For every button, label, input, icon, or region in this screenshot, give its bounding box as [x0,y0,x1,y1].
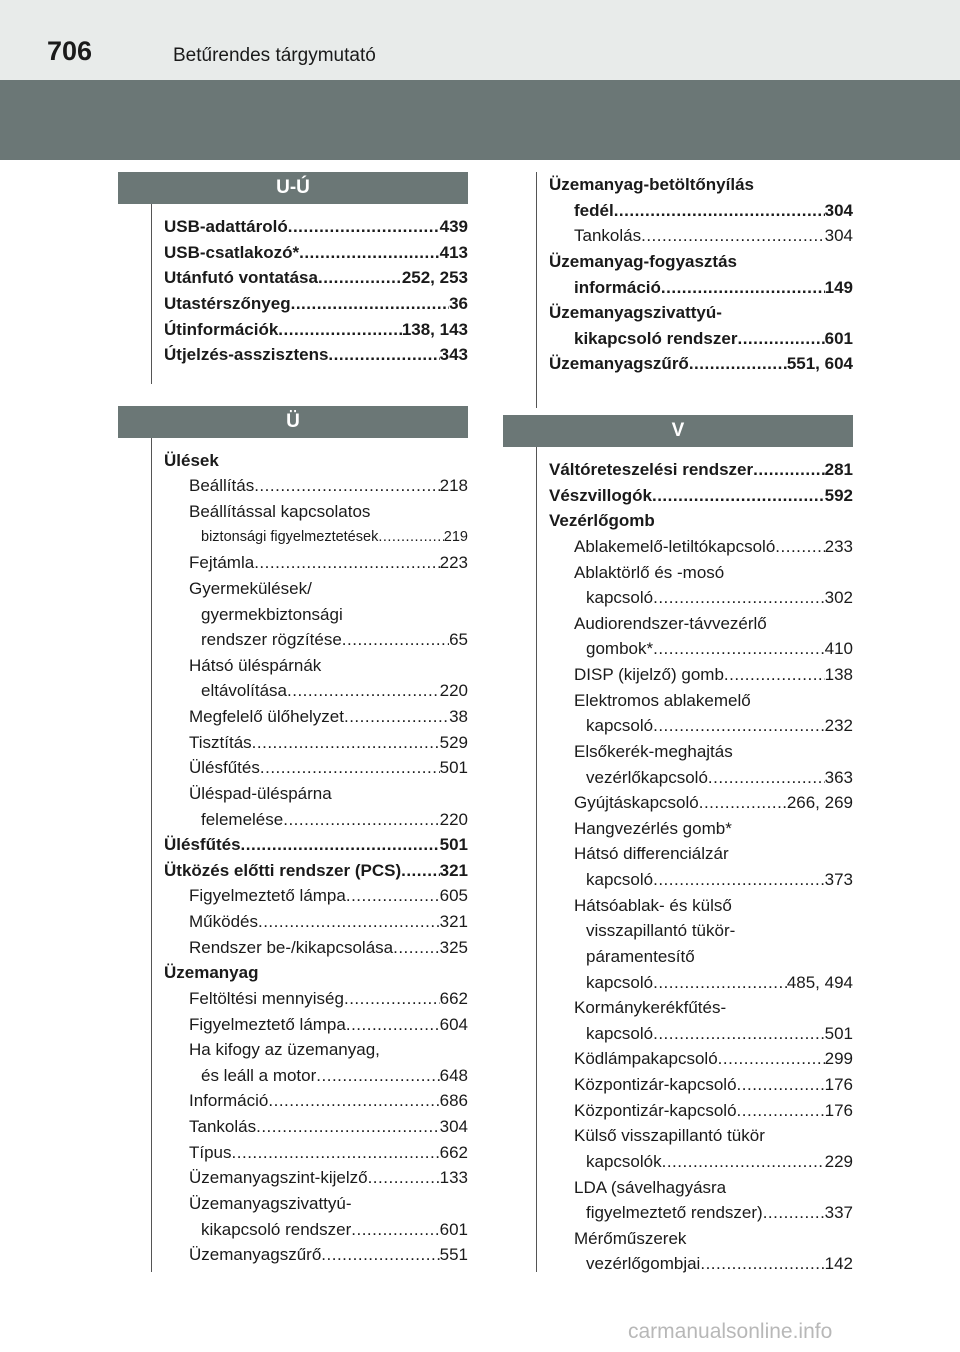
index-entry [164,960,468,986]
index-entry [549,1175,853,1201]
index-entry-page: 252, 253 [401,268,468,288]
index-entry [164,704,468,730]
dot-leader [661,275,825,301]
index-entry-text: és leáll a motor [201,1065,317,1085]
index-entry-text: Hangvezérlés gomb* [574,818,732,838]
index-entry [164,1191,468,1217]
dot-leader [351,1217,439,1243]
index-entry-text: USB-csatlakozó* [164,242,300,262]
index-entry-text: Ablaktörlő és -mosó [574,562,725,582]
index-entry [549,995,853,1021]
index-entry-page: 304 [824,200,853,220]
index-entry [164,832,468,858]
dot-leader [318,265,402,291]
index-entry-page: 223 [439,553,468,573]
index-entry-page: 133 [439,1168,468,1188]
section-heading: V [503,415,853,447]
index-entry-text: Információ [189,1091,269,1111]
index-entry-text: kapcsoló [586,588,654,608]
dot-leader [268,1088,439,1114]
dot-leader [763,1200,825,1226]
index-entry-text: Tankolás [189,1117,257,1136]
index-entry [549,893,853,919]
index-entry-text: Tisztítás [189,732,252,752]
dot-leader [299,240,440,266]
index-entry-page: 648 [439,1065,468,1085]
dot-leader [378,525,443,551]
index-entry-text: Ülések [164,450,219,470]
index-entry-page: 551 [439,1245,468,1265]
index-entry-page: 501 [439,835,468,855]
dot-leader [344,704,449,730]
index-entry-text: Üléspad-üléspárna [189,783,332,803]
index-entry [164,730,468,756]
index-entry-page: 551, 604 [786,354,853,374]
index-entry-page: 281 [824,460,853,479]
index-entry-text: Ülésfűtés [164,835,241,855]
dot-leader [718,1046,825,1072]
dot-leader [653,1021,825,1047]
index-entry [164,602,468,628]
index-entry-text: Központizár-kapcsoló [574,1100,737,1120]
index-entry-list [118,448,468,1268]
index-entry-text: vezérlőkapcsoló [586,767,708,787]
dot-leader [737,1072,825,1098]
index-entry [549,585,853,611]
index-entry [164,1140,468,1166]
page-title: Betűrendes tárgymutató [173,45,376,66]
index-entry [549,1098,853,1124]
index-entry-page: 220 [439,809,468,829]
index-entry [549,172,853,198]
index-entry-list [503,457,853,1277]
index-entry-text: információ [574,277,661,297]
index-entry-text: visszapillantó tükör- [586,921,736,941]
index-entry-text: Üzemanyagszivattyú- [189,1193,352,1213]
index-entry-text: Tankolás [574,226,642,246]
index-entry [164,627,468,653]
index-entry-text: rendszer rögzítése [201,630,342,650]
index-entry-text: vezérlőgombjai [586,1254,701,1274]
index-entry-text: gombok* [586,639,654,659]
index-entry-text: Hátsó differenciálzár [574,844,729,864]
index-entry-page: 410 [824,639,853,659]
section-gap [118,368,468,406]
index-entry [549,1226,853,1252]
index-entry [164,1242,468,1268]
index-entry-text: DISP (kijelző) gomb [574,665,724,684]
index-entry-page: 138, 143 [401,319,468,339]
dot-leader [653,585,825,611]
page-number: 706 [47,36,93,66]
index-entry [549,275,853,301]
index-entry [164,1217,468,1243]
section-heading: U-Ú [118,172,468,204]
index-entry-page: 604 [439,1014,468,1034]
index-entry-text: Hátsó üléspárnák [189,655,322,675]
index-entry [164,1114,468,1140]
index-entry [164,265,468,291]
index-entry-text: Utastérszőnyeg [164,293,291,313]
index-entry-text: Figyelmeztető lámpa [189,886,346,906]
index-entry-text: Fejtámla [189,553,255,573]
index-entry [164,755,468,781]
index-entry-page: 232 [824,716,853,736]
index-entry [549,249,853,275]
index-entry-page: 299 [824,1049,853,1069]
index-entry-text: Ködlámpakapcsoló [574,1049,718,1069]
index-entry-text: Üzemanyagszűrő [549,354,689,374]
dot-leader [346,1012,440,1038]
index-entry-page: 266, 269 [786,793,853,813]
index-entry-text: Beállítással kapcsolatos [189,502,371,521]
index-entry [549,841,853,867]
index-entry [164,525,468,551]
dot-leader [291,291,449,317]
index-entry-text: Váltóreteszelési rendszer [549,460,754,479]
index-entry [549,944,853,970]
index-entry-text: gyermekbiztonsági [201,604,343,624]
dot-leader [393,935,440,961]
watermark: carmanualsonline.info [628,1320,833,1343]
index-entry [164,1063,468,1089]
index-entry-text: Vezérlőgomb [549,511,655,531]
dot-leader [653,867,825,893]
dot-leader [401,858,440,884]
page-header-band [0,0,960,80]
dot-leader [700,1251,824,1277]
index-entry [164,883,468,909]
index-entry-page: 36 [449,293,468,313]
index-entry-page: 337 [824,1203,853,1223]
index-entry [549,713,853,739]
index-entry-text: Útjelzés-asszisztens [164,345,329,365]
dot-leader [283,807,439,833]
index-entry-text: kikapcsoló rendszer [574,328,738,348]
index-entry [549,1072,853,1098]
dot-leader [653,970,787,996]
index-entry-list [503,172,853,377]
dot-leader [316,1063,439,1089]
index-entry-text: Megfelelő ülőhelyzet [189,707,344,726]
dot-leader [689,351,787,377]
index-entry-text: Ha kifogy az üzemanyag, [189,1040,380,1060]
dot-leader [254,550,439,576]
index-entry-text: Működés [189,912,258,931]
index-entry-page: 601 [439,1219,468,1239]
index-entry-page: 138 [824,665,853,684]
index-entry-page: 219 [443,528,468,545]
index-entry-page: 501 [439,758,468,778]
index-entry [164,1165,468,1191]
index-column-left [118,172,468,1268]
index-entry-text: USB-adattároló [164,217,288,236]
index-entry-page: 485, 494 [786,972,853,992]
index-entry [549,1200,853,1226]
index-entry-text: Gyújtáskapcsoló [574,793,699,813]
dot-leader [278,317,402,343]
index-entry-text: Audiorendszer-távvezérlő [574,613,767,633]
index-entry-text: kikapcsoló rendszer [201,1219,352,1239]
index-entry [549,970,853,996]
index-entry-text: kapcsolók [586,1151,662,1171]
dot-leader [288,214,440,240]
index-entry-text: fedél [574,200,614,220]
dot-leader [258,909,440,935]
index-entry [549,534,853,560]
section-gap [503,377,853,415]
index-entry [549,688,853,714]
index-entry-text: Mérőműszerek [574,1228,687,1248]
dot-leader [737,326,824,352]
index-entry [549,918,853,944]
index-entry-page: 662 [439,988,468,1008]
index-entry-text: kapcsoló [586,972,654,992]
index-entry-text: kapcsoló [586,1023,654,1043]
index-entry-page: 501 [824,1023,853,1043]
index-entry-text: Üzemanyagszint-kijelző [189,1168,368,1188]
index-entry-text: Üzemanyag-betöltőnyílás [549,175,754,194]
index-entry [164,576,468,602]
index-entry-text: Típus [189,1142,232,1162]
index-entry-text: Hátsóablak- és külső [574,895,732,915]
index-entry-page: 686 [439,1091,468,1111]
index-entry [164,448,468,474]
index-entry-text: Üzemanyagszivattyú- [549,303,722,323]
index-entry [164,291,468,317]
index-entry-page: 65 [449,630,468,650]
dot-leader [724,662,825,688]
index-entry-text: felemelése [201,809,284,829]
index-entry-text: biztonsági figyelmeztetések [201,528,379,545]
index-entry [164,1012,468,1038]
index-entry [164,342,468,368]
index-entry [549,1021,853,1047]
index-entry [549,816,853,842]
index-entry [549,790,853,816]
dot-leader [641,223,825,249]
index-entry [549,560,853,586]
index-entry [164,807,468,833]
dot-leader [699,790,787,816]
index-entry-list [118,214,468,368]
index-entry [549,765,853,791]
index-entry [164,678,468,704]
index-entry-page: 321 [439,912,468,931]
index-entry-text: Ülésfűtés [189,758,260,778]
index-entry-page: 149 [824,277,853,297]
dot-leader [346,883,440,909]
index-entry [549,739,853,765]
index-entry-page: 38 [449,707,468,726]
index-entry-page: 229 [824,1151,853,1171]
index-entry-page: 176 [824,1075,853,1094]
section-heading: Ü [118,406,468,438]
index-entry [164,473,468,499]
index-entry-text: Feltöltési mennyiség [189,988,344,1008]
dot-leader [260,755,440,781]
index-entry-text: Utánfutó vontatása [164,268,318,288]
index-entry-page: 304 [824,226,853,246]
index-entry-text: eltávolítása [201,681,287,701]
index-entry [164,935,468,961]
index-entry-page: 176 [824,1100,853,1120]
dot-leader [232,1140,440,1166]
index-entry-text: kapcsoló [586,870,654,889]
index-entry [164,214,468,240]
index-entry [164,499,468,525]
index-entry-text: Vészvillogók [549,485,652,505]
index-entry-page: 601 [824,328,853,348]
index-entry-text: Ablakemelő-letiltókapcsoló [574,536,776,556]
index-entry-text: Üzemanyagszűrő [189,1245,322,1265]
index-entry [549,508,853,534]
index-entry-text: kapcsoló [586,716,654,736]
index-entry-text: Üzemanyag-fogyasztás [549,251,738,271]
index-entry-page: 325 [439,937,468,957]
index-entry [164,240,468,266]
index-entry-text: Külső visszapillantó tükör [574,1126,765,1146]
index-entry [549,483,853,509]
index-entry [549,662,853,688]
index-entry [549,300,853,326]
index-entry [549,1123,853,1149]
dot-leader [321,1242,439,1268]
dot-leader [256,1114,440,1140]
index-entry [164,1037,468,1063]
dot-leader [652,483,825,509]
dot-leader [342,627,449,653]
index-entry-text: Elsőkerék-meghajtás [574,741,733,761]
dot-leader [254,473,439,499]
index-entry-text: páramentesítő [586,946,695,966]
index-column-right [503,172,853,1277]
dot-leader [653,636,825,662]
index-entry-text: figyelmeztető rendszer) [586,1203,763,1223]
index-entry-page: 529 [439,732,468,752]
index-entry [549,1149,853,1175]
dot-leader [653,713,825,739]
index-entry [549,636,853,662]
index-entry-text: Kormánykerékfűtés- [574,998,727,1018]
index-entry-page: 220 [439,681,468,701]
dot-leader [775,534,824,560]
index-entry [549,457,853,483]
index-entry [164,909,468,935]
dot-leader [368,1165,440,1191]
index-entry-page: 363 [824,767,853,787]
index-entry [164,550,468,576]
index-entry [549,326,853,352]
dot-leader [287,678,440,704]
dot-leader [252,730,440,756]
index-entry-page: 321 [439,860,468,880]
index-entry-text: Figyelmeztető lámpa [189,1014,346,1034]
index-entry-page: 605 [439,886,468,906]
dot-leader [328,342,439,368]
index-entry-text: Üzemanyag [164,963,259,983]
index-entry [549,1251,853,1277]
dot-leader [241,832,440,858]
index-entry-text: LDA (sávelhagyásra [574,1177,727,1197]
index-entry-text: Ütközés előtti rendszer (PCS) [164,860,402,880]
index-entry-text: Rendszer be-/kikapcsolása [189,937,394,957]
index-entry [164,317,468,343]
index-entry-page: 343 [439,345,468,365]
index-entry-text: Központizár-kapcsoló [574,1075,737,1094]
index-entry [164,1088,468,1114]
dot-leader [614,198,825,224]
index-entry-text: Útinformációk [164,319,279,339]
index-entry-text: Gyermekülések/ [189,578,312,598]
dot-leader [753,457,825,483]
index-entry-page: 439 [439,217,468,236]
index-entry-text: Beállítás [189,476,255,496]
index-entry [549,198,853,224]
index-entry [549,611,853,637]
dot-leader [708,765,825,791]
index-entry [549,351,853,377]
dot-leader [737,1098,825,1124]
index-entry-page: 302 [824,588,853,608]
index-entry-page: 662 [439,1142,468,1162]
dot-leader [662,1149,825,1175]
index-entry-page: 373 [824,870,853,889]
index-entry [164,986,468,1012]
index-entry-page: 142 [824,1254,853,1274]
index-entry [164,653,468,679]
index-entry-page: 233 [824,536,853,556]
index-entry-page: 413 [439,242,468,262]
index-entry-page: 218 [439,476,468,496]
index-entry-page: 592 [824,485,853,505]
header-bar [0,80,960,160]
index-entry-text: Elektromos ablakemelő [574,690,751,710]
index-entry [164,781,468,807]
index-entry [549,867,853,893]
index-entry [164,858,468,884]
dot-leader [344,986,440,1012]
index-entry-page: 304 [439,1117,468,1136]
index-entry [549,1046,853,1072]
index-entry [549,223,853,249]
